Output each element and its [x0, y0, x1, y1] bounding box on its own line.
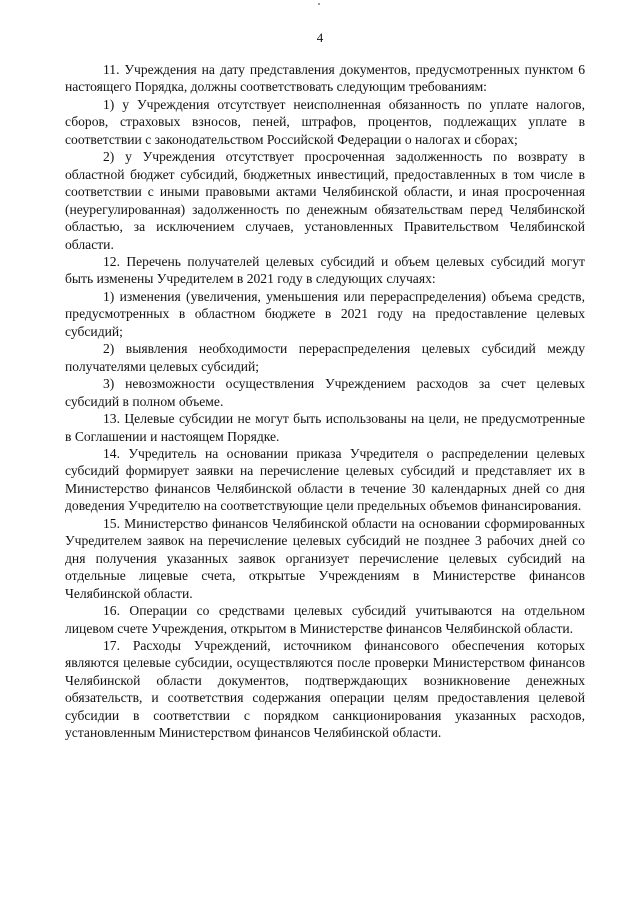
paragraph-13: 13. Целевые субсидии не могут быть использованы на цели, не предусмотренные в Соглашении и настоящем Порядке.: [65, 411, 585, 444]
paragraph-11-item-2: 2) у Учреждения отсутствует просроченная задолженность по возврату в областной бюджет субсидий, бюджетных инвестиций, предоставленных в том числе в соответствии с иными правовыми актами Челябинской области, и иная просроченная (неурегулированная) задолженность по денежным обязательствам перед Челябинской областью, за исключением случаев, установленных Правительством Челябинской области.: [65, 149, 585, 252]
paragraph-11-item-1: 1) у Учреждения отсутствует неисполненная обязанность по уплате налогов, сборов, страховых взносов, пеней, штрафов, процентов, подлежащих уплате в соответствии с законодательством Российской Федерации о налогах и сборах;: [65, 96, 585, 147]
paragraph-11: 11. Учреждения на дату представления документов, предусмотренных пунктом 6 настоящего Порядка, должны соответствовать следующим требованиям:: [65, 62, 585, 95]
document-body: [65, 61, 585, 742]
paragraph-12-item-3: 3) невозможности осуществления Учреждением расходов за счет целевых субсидий в полном объеме.: [65, 376, 585, 409]
paragraph-12: 12. Перечень получателей целевых субсидий и объем целевых субсидий могут быть изменены Учредителем в 2021 году в следующих случаях:: [65, 253, 585, 287]
paragraph-12-item-2: 2) выявления необходимости перераспределения целевых субсидий между получателями целевых субсидий;: [65, 341, 585, 374]
paragraph-12-item-1: 1) изменения (увеличения, уменьшения или перераспределения) объема средств, предусмотренных в областном бюджете в 2021 году на предоставление целевых субсидий;: [65, 288, 585, 339]
page-number: 4: [316, 30, 324, 45]
paragraph-16: 16. Операции со средствами целевых субсидий учитываются на отдельном лицевом счете Учреждения, открытом в Министерстве финансов Челябинской области.: [65, 603, 585, 636]
paragraph-17: 17. Расходы Учреждений, источником финансового обеспечения которых являются целевые субсидии, осуществляются после проверки Министерством финансов Челябинской области документов, подтверждающих возникновение денежных обязательств, и соответствия содержания операции целям предоставления целевой субсидии в соответствии с порядком санкционирования указанных расходов, установленным Министерством финансов Челябинской области.: [65, 637, 585, 741]
paragraph-15: 15. Министерство финансов Челябинской области на основании сформированных Учредителем заявок на перечисление целевых субсидий не позднее 3 рабочих дней со дня получения указанных заявок организует перечисление целевых субсидий на отдельные лицевые счета, открытые Учреждениям в Министерстве финансов Челябинской области.: [65, 515, 585, 601]
scan-artifact: [318, 3, 320, 5]
paragraph-14: 14. Учредитель на основании приказа Учредителя о распределении целевых субсидий формирует заявки на перечисление целевых субсидий и представляет их в Министерство финансов Челябинской области в течение 30 календарных дней со дня доведения Учредителю на соответствующие цели предельных объемов финансирования.: [65, 445, 585, 514]
